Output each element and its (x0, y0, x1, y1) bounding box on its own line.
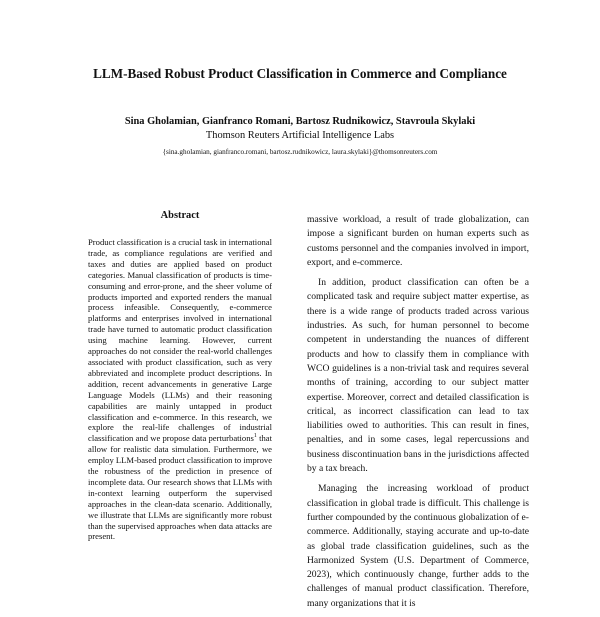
body-paragraph: Managing the increasing workload of product classification in global trade is difficult. This challenge is further compounded by the continuous globalization of e-commerce. Additionally, staying accurate and up-to-date as global trade classification guidelines, such as the Harmonized System (U.S. Department of Commerce, 2023), which continuously change, further adds to the challenges of manual product classification. Therefore, many organizations that it is (307, 483, 529, 609)
paper-title: LLM-Based Robust Product Classification in Commerce and Compliance (93, 66, 507, 81)
author-list: Sina Gholamian, Gianfranco Romani, Bartosz Rudnikowicz, Stavroula Skylaki (124, 116, 476, 127)
affiliation: Thomson Reuters Artificial Intelligence Labs (205, 130, 395, 141)
intro-column (307, 213, 529, 617)
body-paragraph: massive workload, a result of trade globalization, can impose a significant burden on human experts such as customs personnel and the companies involved in import, export, and e-commerce. (307, 214, 529, 268)
footnote-marker: 1 (253, 433, 257, 440)
abstract-heading: Abstract (160, 210, 200, 221)
body-paragraph: In addition, product classification can often be a complicated task and require subject matter expertise, as there is a wide range of products traded across various industries. As such, for human personnel to become competent in understanding the nuances of different products and how to classify them in compliance with WCO guidelines is a non-trivial task and requires several months of training, according to our subject matter expertise. Moreover, correct and detailed classification is critical, as incorrect classification can lead to tax liabilities owed to authorities. This can result in fines, penalties, and in some cases, legal repercussions and business discontinuation bans in the jurisdictions affected by a tax breach. (307, 277, 529, 475)
email-list: {sina.gholamian, gianfranco.romani, bartosz.rudnikowicz, laura.skylaki}@thomsonreuters.com (162, 148, 438, 156)
abstract-text-part-2: that allow for realistic data simulation. Furthermore, we employ LLM-based product classification to improve the robustness of the prediction in presence of incomplete data. Our research shows that LLMs with in-context learning outperform the supervised approaches in the clean-data scenario. Additionally, we illustrate that LLMs are significantly more robust than the supervised approaches when data attacks are present. (88, 433, 273, 542)
abstract-text-part-1: Product classification is a crucial task in international trade, as compliance regulations are verified and taxes and duties are applied based on product categories. Manual classification of products is time-consuming and error-prone, and the sheer volume of products imported and exported renders the manual process infeasible. Consequently, e-commerce platforms and enterprises involved in international trade have turned to automatic product classification using machine learning. However, current approaches do not consider the real-world challenges associated with product classification, such as very abbreviated and incomplete product descriptions. In addition, recent advancements in generative Large Language Models (LLMs) and their reasoning capabilities are mainly untapped in product classification and e-commerce. In this research, we explore the real-life challenges of industrial classification and we propose data perturbations (88, 237, 272, 444)
abstract-text (88, 237, 272, 542)
